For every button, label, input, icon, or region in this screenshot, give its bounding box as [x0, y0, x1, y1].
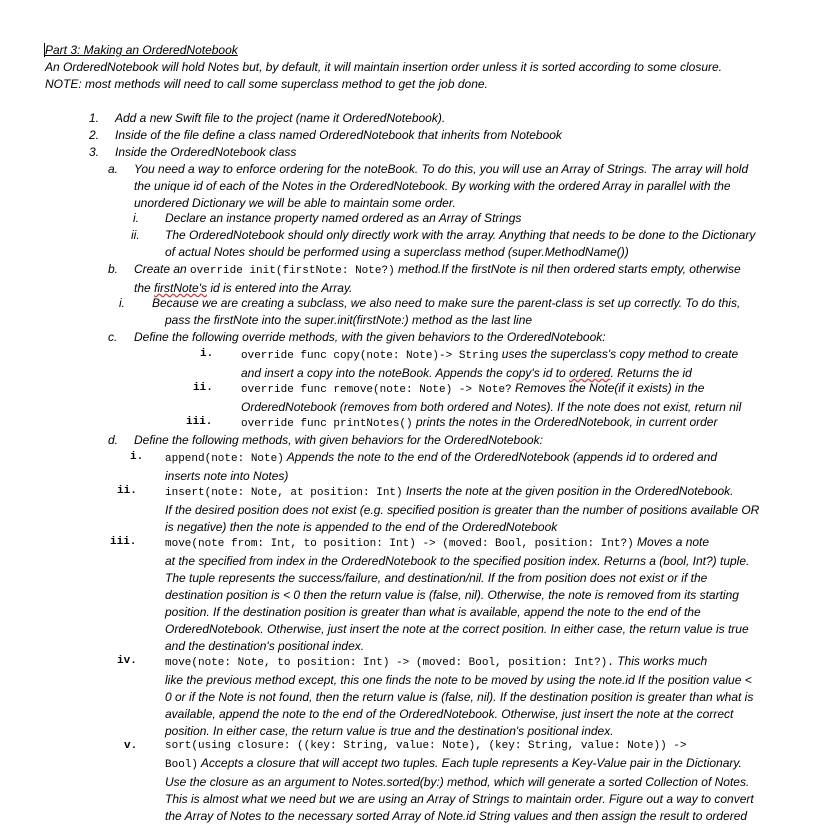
method-signature: sort(using closure: ((key: String, value: Note), (key: String, value: Note)) -> [165, 740, 687, 752]
sub-c-iii-marker: iii. [186, 416, 213, 428]
sub-b-line [134, 261, 741, 280]
method-description: . Returns the id [610, 366, 692, 380]
spellcheck-word: firstNote's [154, 281, 207, 295]
method-line: OrderedNotebook. Otherwise, just insert the note at the correct position. In either case, the return value is true [165, 622, 749, 636]
sub-b-text [134, 261, 741, 297]
method-description: uses the superclass's copy method to create [498, 347, 739, 361]
sub-c-iii-text [241, 414, 717, 433]
sub-b-l2-pre: the [134, 281, 155, 295]
sub-d-ii-marker: ii. [117, 485, 137, 497]
intro-paragraph: An OrderedNotebook will hold Notes but, by default, it will maintain insertion order unless it is sorted according to some closure. [45, 60, 722, 74]
method-line [165, 534, 749, 553]
step-2-marker: 2. [89, 128, 100, 142]
sub-c-ii-text [241, 380, 741, 416]
step-1-text: Add a new Swift file to the project (name it OrderedNotebook). [115, 111, 446, 125]
method-signature: Bool) [165, 759, 199, 771]
method-line: the Array of Notes to the necessary sorted Array of Note.id String values and then assign the result to ordered [165, 809, 748, 823]
method-description: Moves a note [633, 535, 710, 549]
sub-b-i-text [152, 295, 740, 329]
sub-c-ii-line [241, 380, 741, 399]
method-line: position. In either case, the return value is true and the destination's positional index. [165, 724, 614, 738]
method-line: like the previous method except, this one finds the note to be moved by using the note.id If the position value < [165, 673, 752, 687]
sub-d-v-marker: v. [124, 740, 138, 752]
sub-b-l2-post: id is entered into the Array. [206, 281, 353, 295]
sub-d-iv-marker: iv. [117, 655, 137, 667]
sub-d-i-text [165, 449, 717, 485]
sub-a-ii-line: of actual Notes should be performed using a superclass method (super.MethodName()) [165, 245, 629, 259]
sub-d-v-text [165, 738, 754, 825]
method-description: Appends the note to the end of the OrderedNotebook (appends id to ordered and [283, 450, 718, 464]
method-line: at the specified from index in the OrderedNotebook to the specified position index. Returns a (bool, Int?) tuple. [165, 554, 750, 568]
method-signature: override func copy(note: Note)-> String [241, 350, 499, 362]
method-line [165, 449, 717, 468]
sub-a-line: unordered Dictionary we will be able to maintain some order. [134, 196, 456, 210]
sub-b-i-line: pass the firstNote into the super.init(firstNote:) method as the last line [165, 313, 533, 327]
method-signature: append(note: Note) [165, 453, 284, 465]
note-paragraph: NOTE: most methods will need to call some superclass method to get the job done. [45, 77, 488, 91]
sub-b-i-line: Because we are creating a subclass, we also need to make sure the parent-class is set up correctly. To do this, [152, 296, 741, 310]
method-line: The tuple represents the success/failure, and destination/nil. If the from position does not exist or if the [165, 571, 708, 585]
sub-a-line: the unique id of each of the Notes in the OrderedNotebook. By working with the ordered Array in parallel with the [134, 179, 731, 193]
method-signature: insert(note: Note, at position: Int) [165, 487, 403, 499]
sub-b-post: method.If the firstNote is nil then ordered starts empty, otherwise [394, 262, 741, 276]
method-signature: move(note: Note, to position: Int) -> (moved: Bool, position: Int?). [165, 657, 614, 669]
sub-b-pre: Create an [134, 262, 191, 276]
method-line: and the destination's positional index. [165, 639, 365, 653]
method-line: If the desired position does not exist (e.g. specified position is greater than the number of positions available OR [165, 503, 760, 517]
step-2-text: Inside of the file define a class named OrderedNotebook that inherits from Notebook [115, 128, 562, 142]
sub-b-code: override init(firstNote: Note?) [190, 265, 395, 277]
sub-d-text: Define the following methods, with given behaviors for the OrderedNotebook: [134, 433, 543, 447]
sub-d-iii-marker: iii. [110, 536, 137, 548]
sub-c-ii-line: OrderedNotebook (removes from both ordered and Notes). If the note does not exist, return nil [241, 400, 742, 414]
method-line: is negative) then the note is appended to the end of the OrderedNotebook [165, 520, 558, 534]
sub-a-i-text: Declare an instance property named ordered as an Array of Strings [165, 211, 522, 225]
method-description: This works much [613, 654, 708, 668]
sub-c-i-marker: i. [200, 348, 214, 360]
sub-a-i-marker: i. [133, 211, 139, 225]
method-description: prints the notes in the OrderedNotebook, in current order [412, 415, 718, 429]
sub-a-ii-marker: ii. [131, 228, 140, 242]
step-1-marker: 1. [89, 111, 100, 125]
sub-c-marker: c. [108, 330, 118, 344]
method-line [165, 483, 759, 502]
sub-c-text: Define the following override methods, with the given behaviors to the OrderedNotebook: [134, 330, 606, 344]
sub-c-ii-marker: ii. [193, 382, 213, 394]
method-line: Use the closure as an argument to Notes.sorted(by:) method, which will generate a sorted Collection of Notes. [165, 775, 750, 789]
section-title: Part 3: Making an OrderedNotebook [45, 43, 238, 57]
sub-c-i-text [241, 346, 738, 382]
sub-d-ii-text [165, 483, 759, 536]
sub-d-iii-text [165, 534, 749, 655]
method-description: Removes the Note(if it exists) in the [511, 381, 705, 395]
sub-b-marker: b. [108, 262, 119, 276]
sub-a-marker: a. [108, 162, 119, 176]
method-line: 0 or if the Note is not found, then the return value is (false, nil). If the destination position is greater than what is [165, 690, 754, 704]
sub-a-ii-line: The OrderedNotebook should only directly work with the array. Anything that needs to be done to the Dictionary [165, 228, 756, 242]
method-line [165, 653, 753, 672]
method-line: destination position is < 0 then the return value is (false, nil). Otherwise, the note is removed from its starting [165, 588, 739, 602]
sub-d-iv-text [165, 653, 753, 740]
sub-d-i-marker: i. [130, 451, 144, 463]
sub-a-ii-text [165, 227, 755, 261]
step-3-marker: 3. [89, 145, 100, 159]
method-line: position. If the destination position is greater than what is available, append the note to the end of the [165, 605, 701, 619]
method-signature: move(note from: Int, to position: Int) -> (moved: Bool, position: Int?) [165, 538, 634, 550]
method-line: inserts note into Notes) [165, 469, 289, 483]
sub-c-i-line [241, 346, 738, 365]
method-line: This is almost what we need but we are using an Array of Strings to maintain order. Figure out a way to convert [165, 792, 754, 806]
step-3-text: Inside the OrderedNotebook class [115, 145, 297, 159]
sub-d-marker: d. [108, 433, 119, 447]
sub-b-i-marker: i. [119, 296, 125, 310]
method-line: available, append the note to the end of the OrderedNotebook. Otherwise, just insert the note at the correct [165, 707, 734, 721]
spellcheck-word: ordered [569, 366, 611, 380]
method-signature: override func printNotes() [241, 418, 413, 430]
method-description: Inserts the note at the given position in the OrderedNotebook. [402, 484, 734, 498]
sub-a-text [134, 161, 748, 212]
method-description: Accepts a closure that will accept two tuples. Each tuple represents a Key-Value pair in the Dictionary. [198, 756, 742, 770]
method-line [165, 755, 754, 774]
sub-a-line: You need a way to enforce ordering for the noteBook. To do this, you will use an Array of Strings. The array will hold [134, 162, 749, 176]
method-description: and insert a copy into the noteBook. Appends the copy's id to [241, 366, 570, 380]
method-signature: override func remove(note: Note) -> Note? [241, 384, 512, 396]
